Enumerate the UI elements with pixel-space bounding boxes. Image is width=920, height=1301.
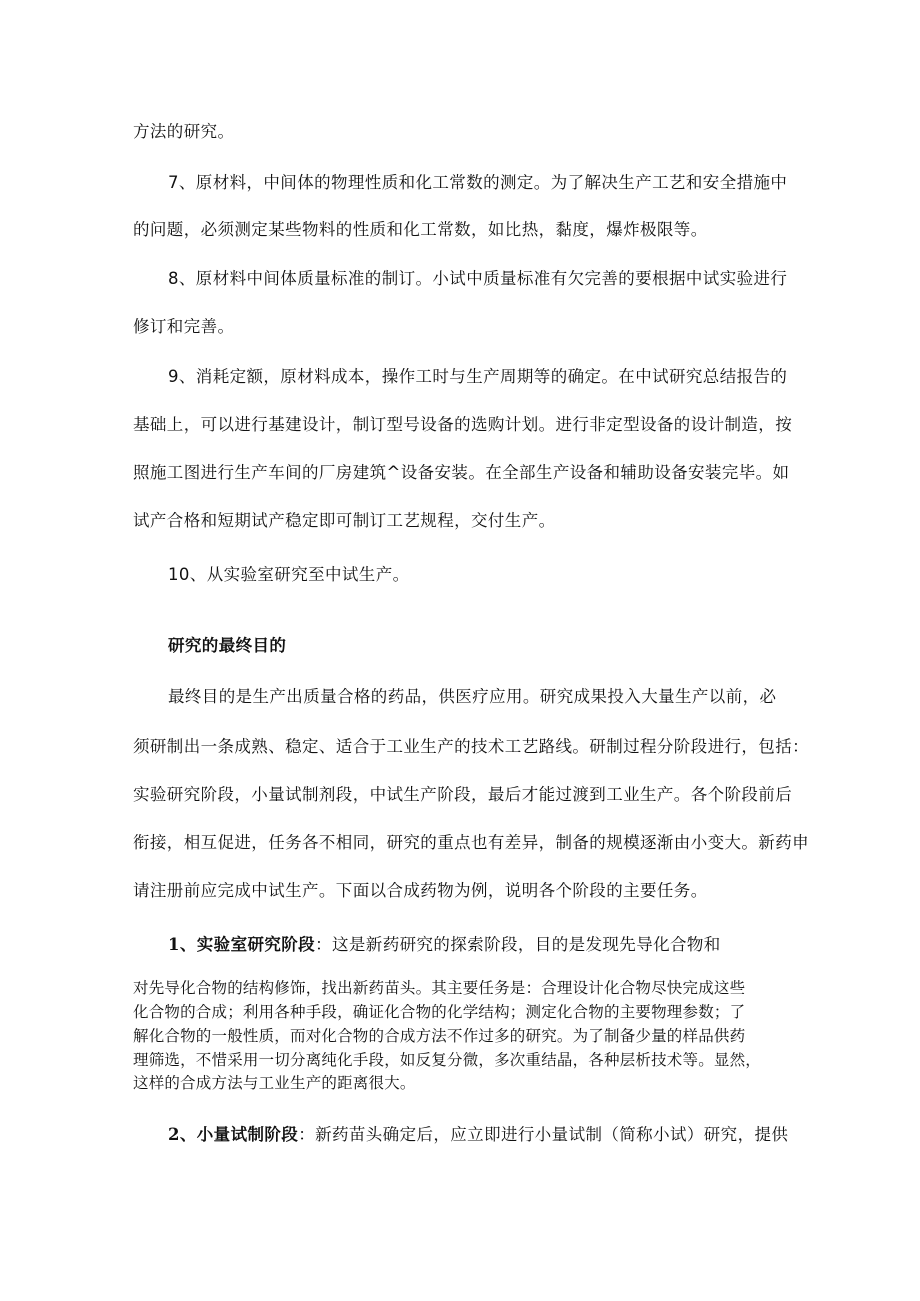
text-line: 化合物的合成；利用各种手段，确证化合物的化学结构；测定化合物的主要物理参数；了: [133, 1003, 746, 1021]
stage-1-paragraph: [168, 934, 828, 956]
text-line: 这样的合成方法与工业生产的距离很大。: [133, 1074, 416, 1092]
text-line: 对先导化合物的结构修饰，找出新药苗头。其主要任务是：合理设计化合物尽快完成这些: [133, 979, 746, 997]
text-line: 理筛选，不惜采用一切分离纯化手段，如反复分微，多次重结晶，各种层析技术等。显然，: [133, 1051, 762, 1069]
text-line: 须研制出一条成熟、稳定、适合于工业生产的技术工艺路线。研制过程分阶段进行，包括：: [133, 737, 809, 756]
text-line: 9、消耗定额，原材料成本，操作工时与生产周期等的确定。在中试研究总结报告的: [168, 367, 788, 386]
text-line: 8、原材料中间体质量标准的制订。小试中质量标准有欠完善的要根据中试实验进行: [168, 269, 788, 288]
text-line: 7、原材料，中间体的物理性质和化工常数的测定。为了解决生产工艺和安全措施中: [168, 173, 788, 192]
stage-2-intro: ：新药苗头确定后，应立即进行小量试制（简称小试）研究，提供: [298, 1125, 789, 1144]
text-line: 基础上，可以进行基建设计，制订型号设备的选购计划。进行非定型设备的设计制造，按: [133, 415, 793, 434]
stage-2-label: 2、小量试制阶段: [168, 1125, 299, 1144]
text-line: 10、从实验室研究至中试生产。: [168, 565, 410, 584]
text-line: 照施工图进行生产车间的厂房建筑^设备安装。在全部生产设备和辅助设备安装完毕。如: [133, 463, 790, 482]
text-line: 衔接，相互促进，任务各不相同，研究的重点也有差异，制备的规模逐渐由小变大。新药申: [133, 833, 809, 852]
section-heading: 研究的最终目的: [168, 636, 287, 655]
stage-1-intro: ：这是新药研究的探索阶段，目的是发现先导化合物和: [315, 935, 721, 954]
text-line: 解化合物的一般性质，而对化合物的合成方法不作过多的研究。为了制备少量的样品供药: [133, 1027, 746, 1045]
stage-1-label: 1、实验室研究阶段: [168, 935, 316, 954]
text-line: 的问题，必须测定某些物料的性质和化工常数，如比热，黏度，爆炸极限等。: [133, 220, 708, 239]
text-line: 修订和完善。: [133, 317, 235, 336]
text-line: 最终目的是生产出质量合格的药品，供医疗应用。研究成果投入大量生产以前，必: [168, 687, 777, 706]
text-line: 请注册前应完成中试生产。下面以合成药物为例，说明各个阶段的主要任务。: [133, 881, 708, 900]
stage-2-paragraph: [168, 1124, 828, 1146]
text-line: 方法的研究。: [133, 122, 235, 141]
text-line: 实验研究阶段，小量试制剂段，中试生产阶段，最后才能过渡到工业生产。各个阶段前后: [133, 785, 793, 804]
text-line: 试产合格和短期试产稳定即可制订工艺规程，交付生产。: [133, 511, 556, 530]
